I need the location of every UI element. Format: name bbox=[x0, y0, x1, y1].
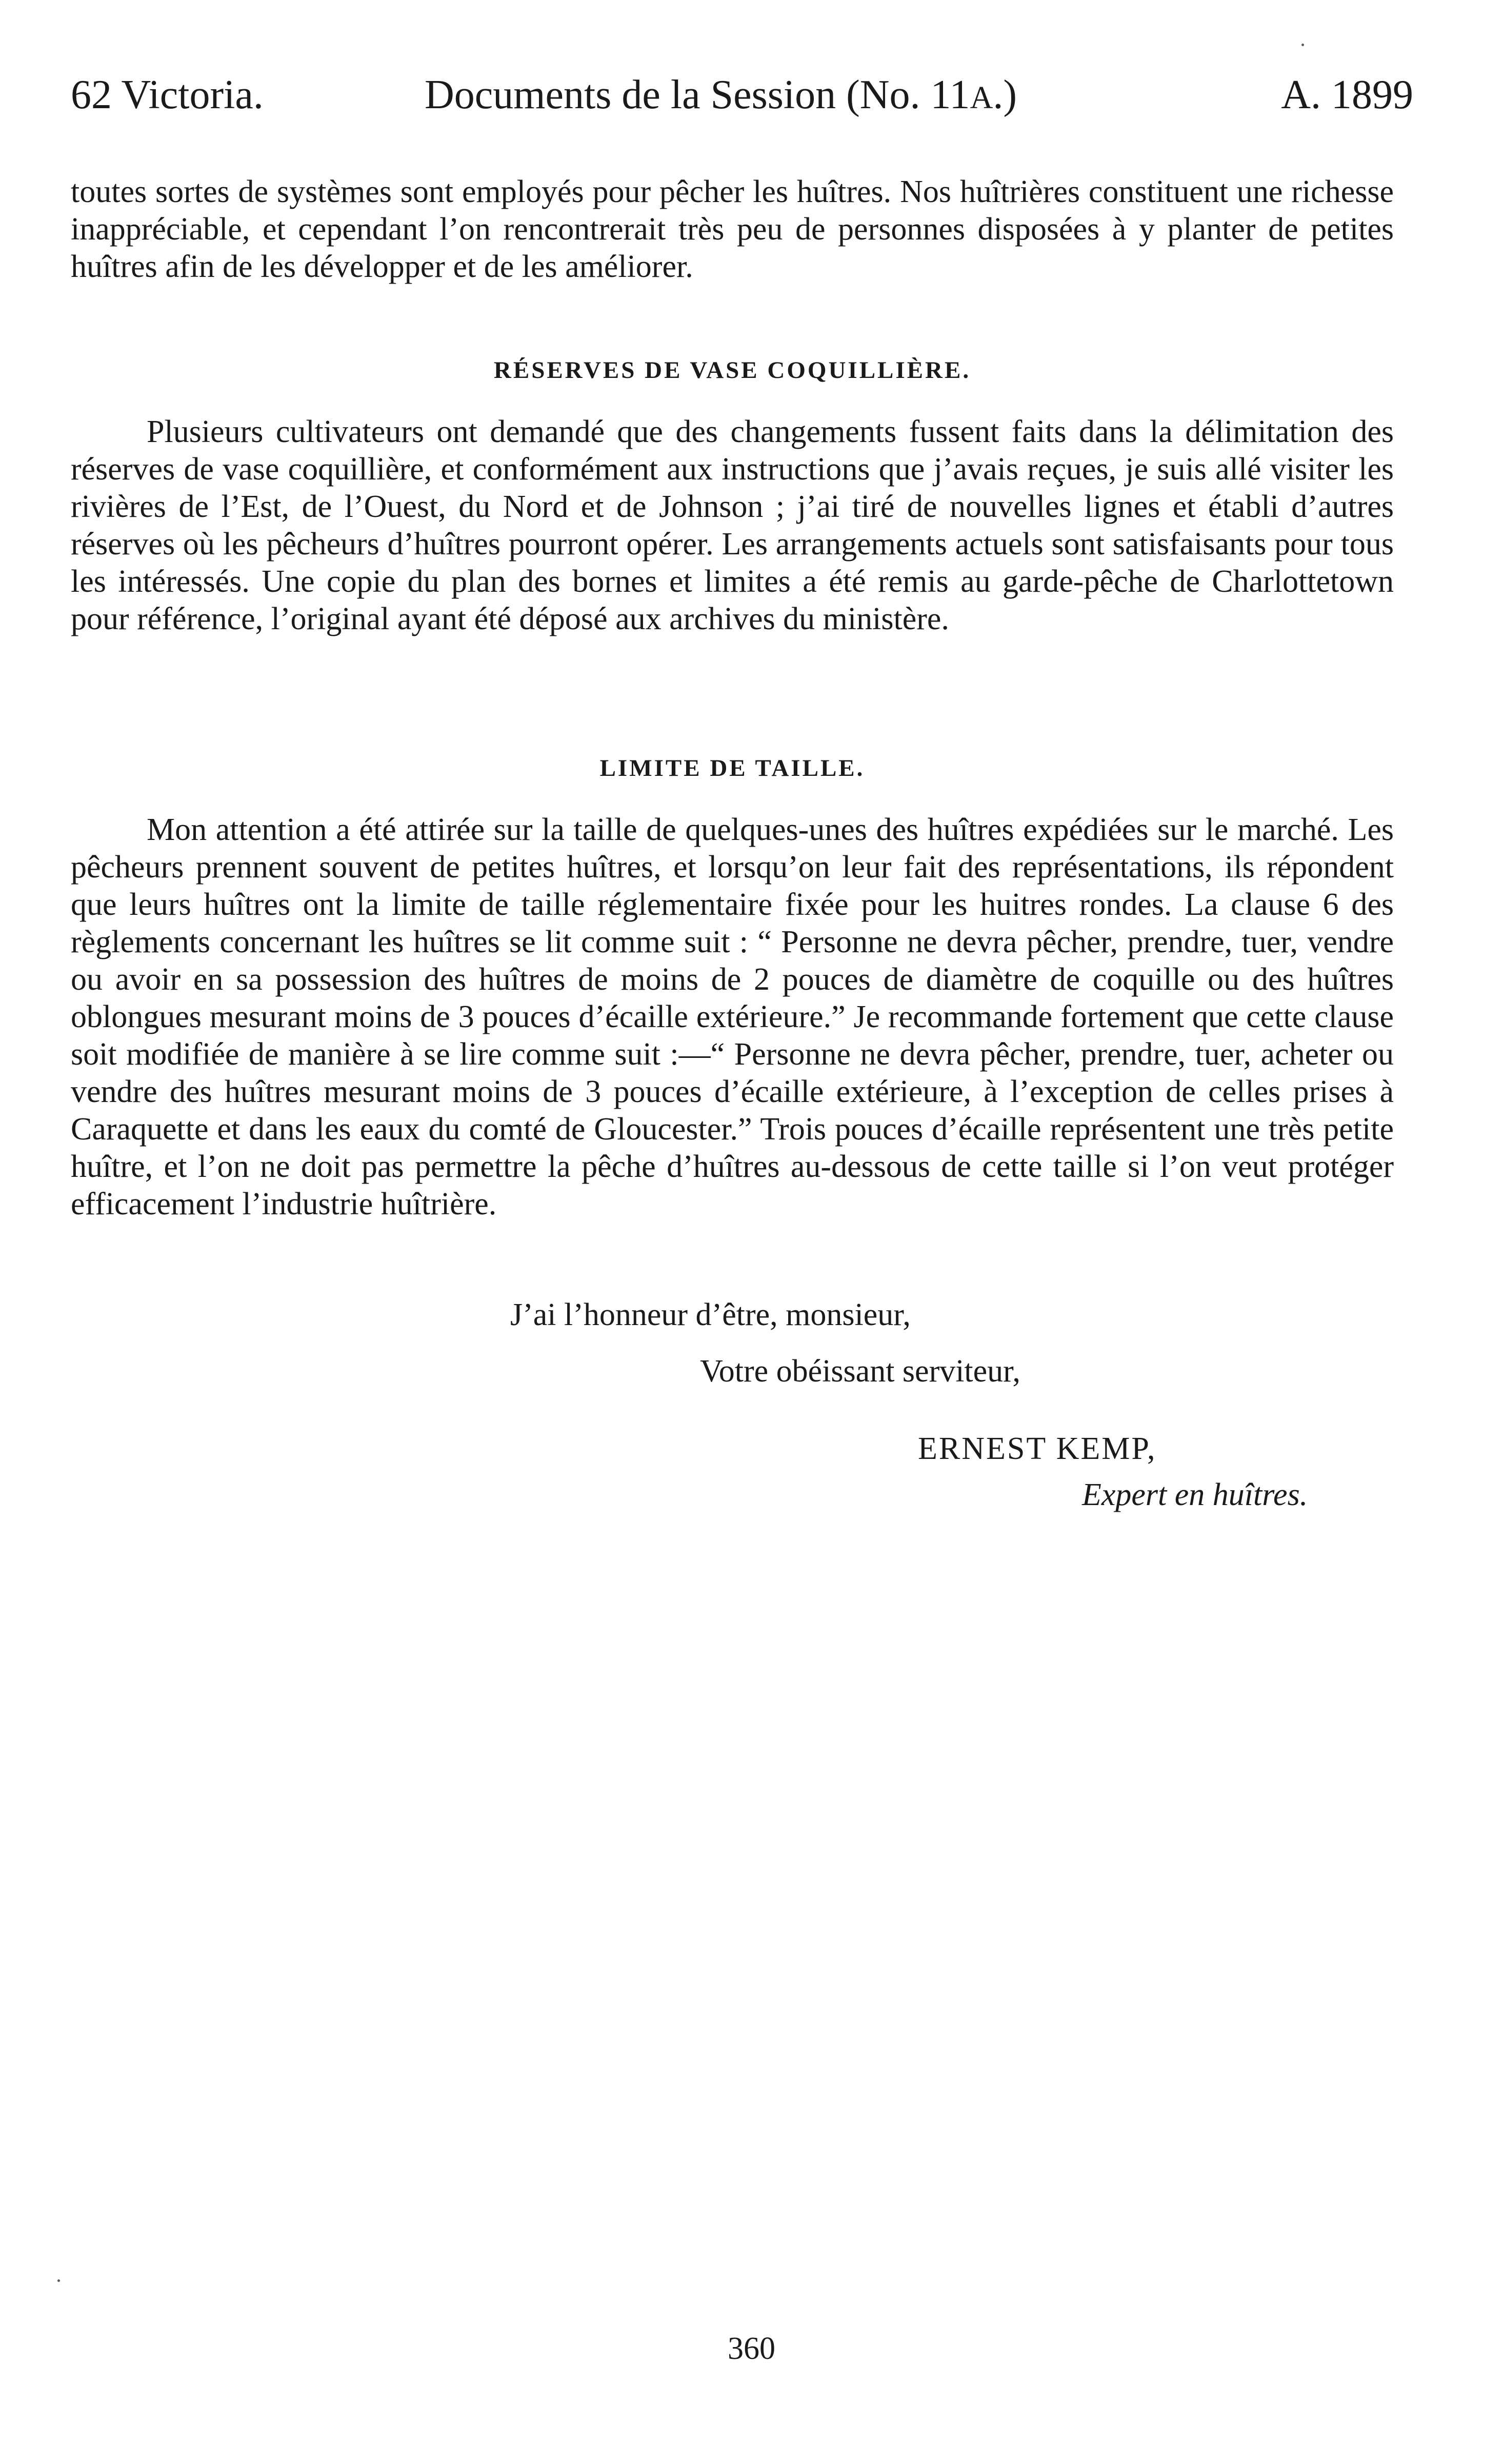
header-session-letter: A bbox=[970, 81, 993, 115]
page-number: 360 bbox=[728, 2331, 775, 2366]
section-heading-size-limit: LIMITE DE TAILLE. bbox=[599, 755, 865, 782]
paragraph-oyster-beds: toutes sortes de systèmes sont employés pour pêcher les huîtres. Nos huîtrières constituent une richesse inappréciable, et cependant l’on rencontrerait très peu de personnes disposées à y planter de petites huîtres afin de les développer et de les améliorer. bbox=[71, 174, 1394, 284]
print-speck bbox=[1301, 44, 1304, 46]
running-header bbox=[71, 67, 1413, 123]
section-heading-reserves: RÉSERVES DE VASE COQUILLIÈRE. bbox=[493, 357, 971, 384]
paragraph-reserves: Plusieurs cultivateurs ont demandé que des changements fussent faits dans la délimitation des réserves de vase coquillière, et conformément aux instructions que j’avais reçues, je suis allé visiter les rivières de l’Est, de l’Ouest, du Nord et de Johnson ; j’ai tiré de nouvelles lignes et établi d’autres réserves où les pêcheurs d’huîtres pourront opérer. Les arrangements actuels sont satisfaisants pour tous les intéressés. Une copie du plan des bornes et limites a été remis au garde-pêche de Charlottetown pour référence, l’original ayant été déposé aux archives du ministère. bbox=[71, 414, 1394, 636]
header-session-title bbox=[425, 67, 1017, 126]
header-year: A. 1899 bbox=[1281, 72, 1413, 117]
print-speck bbox=[57, 2279, 60, 2282]
signature-name: ERNEST KEMP, bbox=[918, 1431, 1157, 1466]
paragraph-size-limit: Mon attention a été attirée sur la taille de quelques-unes des huîtres expédiées sur le marché. Les pêcheurs prennent souvent de petites huîtres, et lorsqu’on leur fait des représentations, ils répondent que leurs huîtres ont la limite de taille réglementaire fixée pour les huitres rondes. La clause 6 des règlements concernant les huîtres se lit comme suit : “ Personne ne devra pêcher, prendre, tuer, vendre ou avoir en sa possession des huîtres de moins de 2 pouces de diamètre de coquille ou des huîtres oblongues mesurant moins de 3 pouces d’écaille extérieure.” Je recommande fortement que cette clause soit modifiée de manière à se lire comme suit :—“ Personne ne devra pêcher, prendre, tuer, acheter ou vendre des huîtres mesurant moins de 3 pouces d’écaille extérieure, à l’exception de celles prises à Caraquette et dans les eaux du comté de Gloucester.” Trois pouces d’écaille représentent une très petite huître, et l’on ne doit pas permettre la pêche d’huîtres au-dessous de cette taille si l’on veut protéger efficacement l’industrie huîtrière. bbox=[71, 812, 1394, 1221]
header-session-prefix: Documents de la Session (No. 11 bbox=[425, 72, 970, 117]
header-volume: 62 Victoria. bbox=[71, 72, 264, 117]
header-session-suffix: .) bbox=[993, 72, 1017, 117]
signature-title: Expert en huîtres. bbox=[1082, 1477, 1308, 1512]
closing-valediction: Votre obéissant serviteur, bbox=[700, 1354, 1020, 1389]
closing-salutation: J’ai l’honneur d’être, monsieur, bbox=[510, 1297, 911, 1332]
